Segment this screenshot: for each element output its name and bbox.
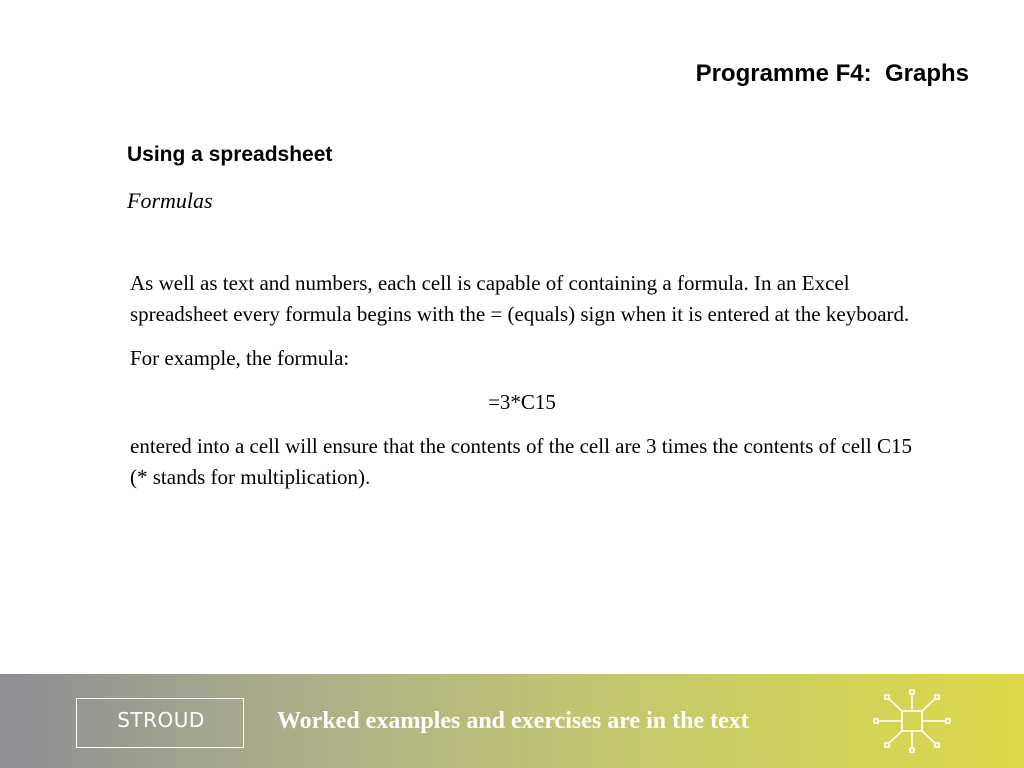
network-icon <box>872 688 952 754</box>
section-subheading: Formulas <box>127 188 213 213</box>
paragraph-explanation: entered into a cell will ensure that the contents of the cell are 3 times the contents of cell C15 (* stands for multiplication). <box>130 434 912 489</box>
paragraph-example: For example, the formula: <box>130 346 350 370</box>
body-text <box>130 268 930 506</box>
programme-title: Programme F4: Graphs <box>695 60 969 87</box>
footer-caption: Worked examples and exercises are in the text <box>277 708 749 734</box>
paragraph-intro: As well as text and numbers, each cell is capable of containing a formula. In an Excel spreadsheet every formula begins with the = (equals) sign when it is entered at the keyboard. <box>130 271 910 326</box>
stroud-logo <box>76 698 244 748</box>
section-heading: Using a spreadsheet <box>127 143 333 166</box>
formula-example: =3*C15 <box>488 390 556 414</box>
footer-bar <box>0 674 1024 768</box>
stroud-logo-text: STROUD <box>117 708 205 732</box>
